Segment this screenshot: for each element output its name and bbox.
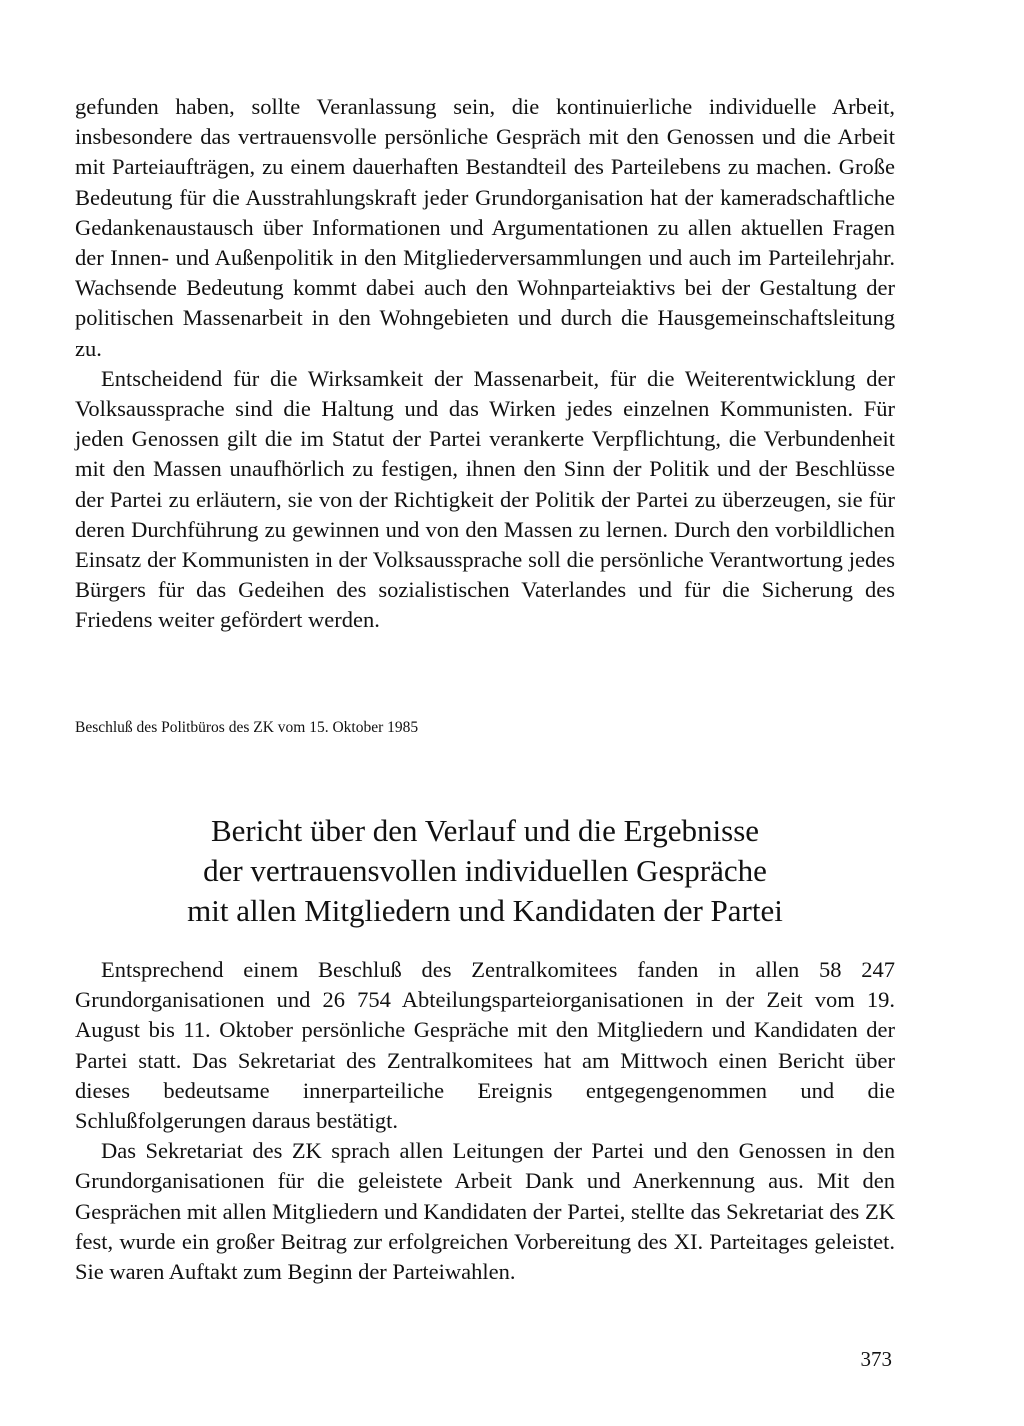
page-number: 373 xyxy=(860,1347,892,1371)
paragraph-beschluss: Entsprechend einem Beschluß des Zentralkomitees fanden in allen 58 247 Grundorganisationen und 26 754 Abteilungsparteiorganisationen in der Zeit vom 19. August bis 11. Oktober persönliche Gespräche mit den Mitgliedern und Kandidaten der Partei statt. Das Sekretariat des Zentralkomitees hat am Mittwoch einen Bericht über dieses bedeutsame innerparteiliche Ereignis entgegengenommen und die Schlußfolgerungen daraus bestätigt. xyxy=(75,957,895,1134)
paragraph-wirksamkeit: Entscheidend für die Wirksamkeit der Massenarbeit, für die Weiterentwicklung der Volksaussprache sind die Haltung und das Wirken jedes einzelnen Kommunisten. Für jeden Genossen gilt die im Statut der Partei verankerte Verpflichtung, die Verbundenheit mit den Massen unaufhörlich zu festigen, ihnen den Sinn der Politik und der Beschlüsse der Partei zu erläutern, sie von der Richtigkeit der Politik der Partei zu überzeugen, sie für deren Durchführung zu gewinnen und von den Massen zu lernen. Durch den vorbildlichen Einsatz der Kommunisten in der Volksaussprache soll die persönliche Verantwortung jedes Bürgers für das Gedeihen des sozialistischen Vaterlandes und für die Sicherung des Friedens weiter gefördert werden. xyxy=(75,365,895,633)
heading-line-3: mit allen Mitgliedern und Kandidaten der Partei xyxy=(187,893,783,928)
paragraph-continuation: gefunden haben, sollte Veranlassung sein, die kontinuierliche individuelle Arbeit, insbesondere das vertrauensvolle persönliche Gespräch mit den Genossen und die Arbeit mit Parteiaufträgen, zu einem dauerhaften Bestandteil des Parteilebens zu machen. Große Bedeutung für die Ausstrahlungskraft jeder Grundorganisation hat der kameradschaftliche Gedankenaustausch über Informationen und Argumentationen zu allen aktuellen Fragen der Innen- und Außenpolitik in den Mitgliederversammlungen und auch im Parteilehrjahr. Wachsende Bedeutung kommt dabei auch den Wohnparteiaktivs bei der Gestaltung der politischen Massenarbeit in den Wohngebieten und durch die Hausgemeinschaftsleitung zu. xyxy=(75,94,895,361)
report-text-block xyxy=(75,955,895,1287)
heading-line-2: der vertrauensvollen individuellen Gespräche xyxy=(203,853,767,888)
top-text-block xyxy=(75,92,895,636)
section-heading xyxy=(75,811,895,931)
paragraph-sekretariat: Das Sekretariat des ZK sprach allen Leitungen der Partei und den Genossen in den Grundorganisationen für die geleistete Arbeit Dank und Anerkennung aus. Mit den Gesprächen mit allen Mitgliedern und Kandidaten der Partei, stellte das Sekretariat des ZK fest, wurde ein großer Beitrag zur erfolgreichen Vorbereitung des XI. Parteitages geleistet. Sie waren Auftakt zum Beginn der Parteiwahlen. xyxy=(75,1138,895,1285)
source-citation: Beschluß des Politbüros des ZK vom 15. Oktober 1985 xyxy=(75,719,419,736)
heading-line-1: Bericht über den Verlauf und die Ergebnisse xyxy=(210,813,760,848)
